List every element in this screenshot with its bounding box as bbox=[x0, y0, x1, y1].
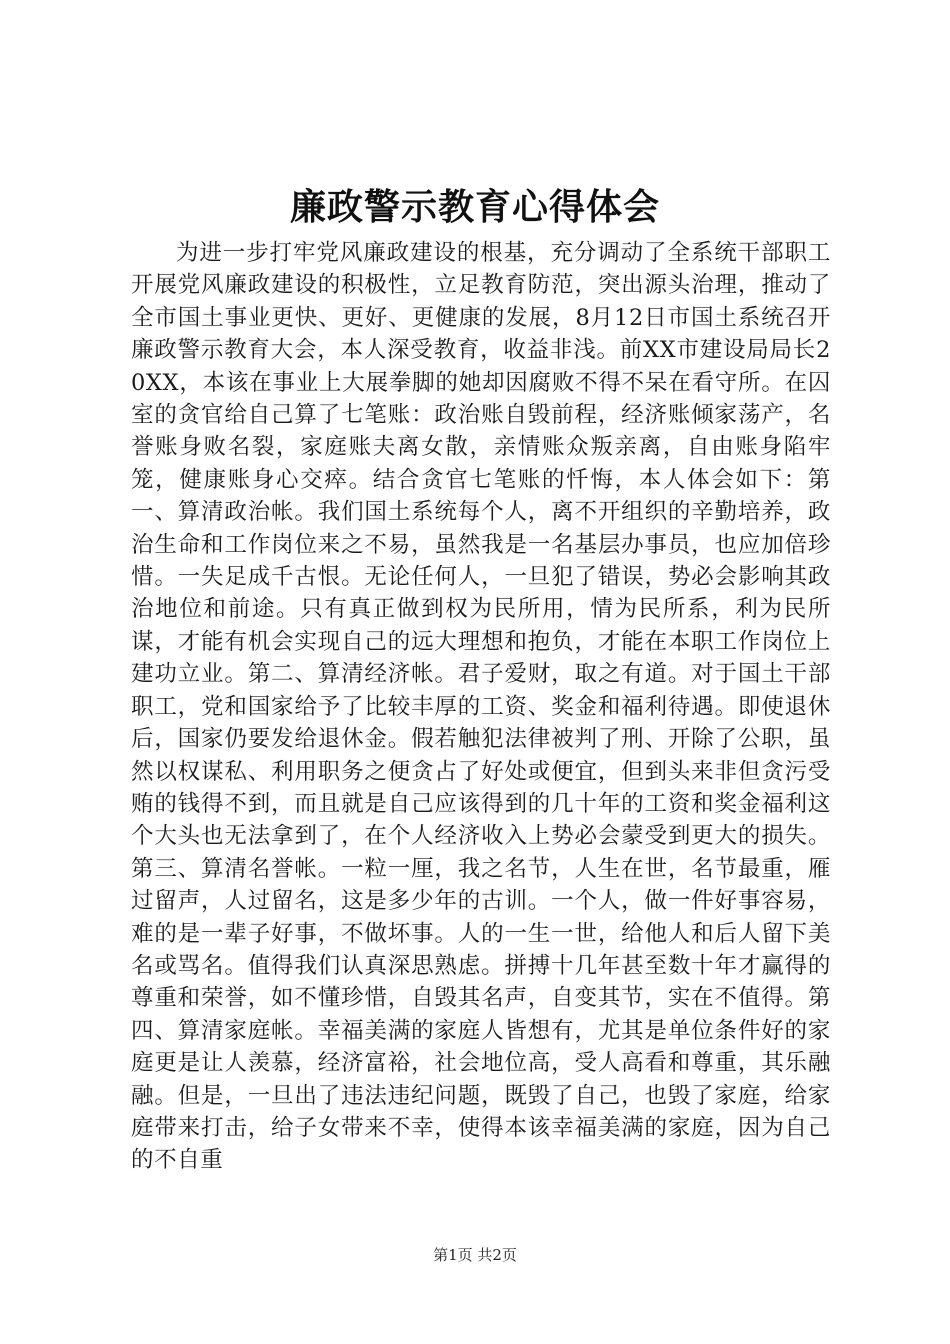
body-paragraph: 为进一步打牢党风廉政建设的根基，充分调动了全系统干部职工开展党风廉政建设的积极性，立足教育防范，突出源头治理，推动了全市国土事业更快、更好、更健康的发展，8月12日市国土系统召开廉政警示教育大会，本人深受教育，收益非浅。前XX市建设局局长20XX，本该在事业上大展拳脚的她却因腐败不得不呆在看守所。在囚室的贪官给自己算了七笔账：政治账自毁前程，经济账倾家荡产，名誉账身败名裂，家庭账夫离女散，亲情账众叛亲离，自由账身陷牢笼，健康账身心交瘁。结合贪官七笔账的忏悔，本人体会如下：第一、算清政治帐。我们国土系统每个人，离不开组织的辛勤培养，政治生命和工作岗位来之不易，虽然我是一名基层办事员，也应加倍珍惜。一失足成千古恨。无论任何人，一旦犯了错误，势必会影响其政治地位和前途。只有真正做到权为民所用，情为民所系，利为民所谋，才能有机会实现自己的远大理想和抱负，才能在本职工作岗位上建功立业。第二、算清经济帐。君子爱财，取之有道。对于国土干部职工，党和国家给予了比较丰厚的工资、奖金和福利待遇。即使退休后，国家仍要发给退休金。假若触犯法律被判了刑、开除了公职，虽然以权谋私、利用职务之便贪占了好处或便宜，但到头来非但贪污受贿的钱得不到，而且就是自己应该得到的几十年的工资和奖金福利这个大头也无法拿到了，在个人经济收入上势必会蒙受到更大的损失。第三、算清名誉帐。一粒一厘，我之名节，人生在世，名节最重，雁过留声，人过留名，这是多少年的古训。一个人，做一件好事容易，难的是一辈子好事，不做坏事。人的一生一世，给他人和后人留下美名或骂名。值得我们认真深思熟虑。拼搏十几年甚至数十年才赢得的尊重和荣誉，如不懂珍惜，自毁其名声，自变其节，实在不值得。第四、算清家庭帐。幸福美满的家庭人皆想有，尤其是单位条件好的家庭更是让人羡慕，经济富裕，社会地位高，受人高看和尊重，其乐融融。但是，一旦出了违法违纪问题，既毁了自己，也毁了家庭，给家庭带来打击，给子女带来不幸，使得本该幸福美满的家庭，因为自己的不自重 bbox=[131, 240, 831, 1174]
document-title: 廉政警示教育心得体会 bbox=[289, 186, 660, 228]
page-number-footer: 第1页 共2页 bbox=[433, 1246, 517, 1264]
